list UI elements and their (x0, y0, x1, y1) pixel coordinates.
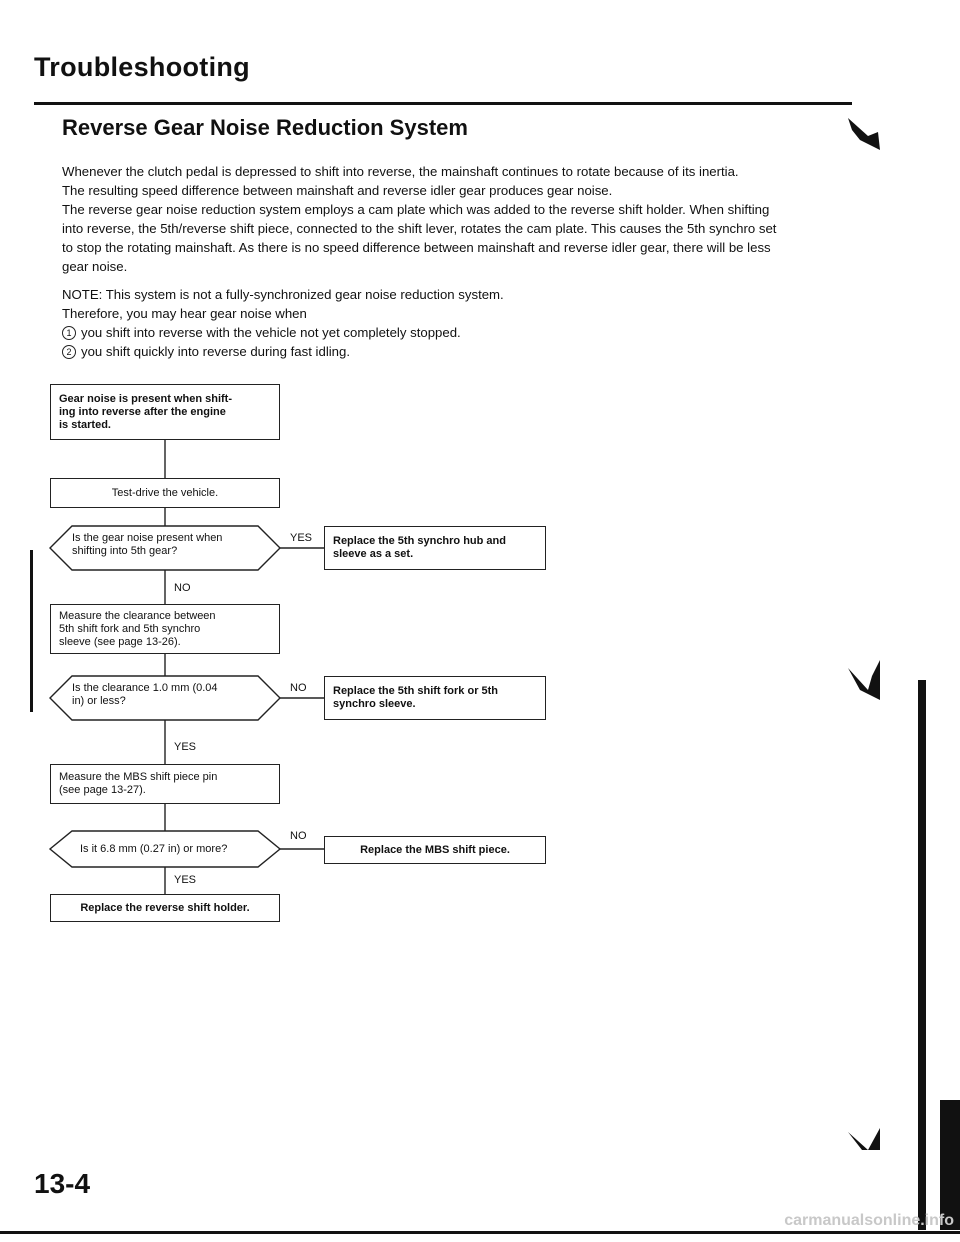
flow-action-replace-mbs-piece (324, 836, 546, 864)
circled-number-2: 2 (62, 345, 76, 359)
margin-mark (848, 660, 880, 700)
box-line: synchro sleeve. (333, 698, 416, 710)
intro-line: gear noise. (62, 259, 128, 274)
box-line: Replace the 5th shift fork or 5th (333, 685, 499, 697)
box-line: 5th shift fork and 5th synchro (59, 622, 201, 635)
box-line: in) or less? (72, 695, 126, 707)
margin-bar (30, 550, 33, 712)
box-line: sleeve as a set. (333, 548, 414, 560)
no-label: NO (290, 830, 307, 842)
margin-mark (848, 1128, 880, 1150)
flow-step-measure-clearance (50, 604, 280, 654)
flow-end-replace-shift-holder (50, 894, 280, 922)
intro-line: into reverse, the 5th/reverse shift piece, connected to the shift lever, rotates the cam plate. This causes the 5th synchro set (62, 221, 777, 236)
flow-question-clearance (72, 682, 262, 708)
margin-bar (940, 1100, 960, 1230)
yes-label: YES (174, 874, 197, 886)
watermark: carmanualsonline.info (784, 1212, 954, 1229)
box-line: Is the clearance 1.0 mm (0.04 (72, 682, 218, 694)
intro-line: The reverse gear noise reduction system employs a cam plate which was added to the reverse shift holder. When shifting (62, 202, 770, 217)
yes-label: YES (174, 741, 197, 753)
flow-start-box (50, 384, 280, 440)
circled-number-1: 1 (62, 326, 76, 340)
no-label: NO (174, 582, 191, 594)
box-line: Measure the MBS shift piece pin (59, 771, 218, 783)
box-line: ing into reverse after the engine (59, 405, 226, 418)
flow-step-test-drive (50, 478, 280, 508)
flow-question-5th-gear (72, 532, 262, 558)
intro-line: The resulting speed difference between mainshaft and reverse idler gear produces gear noise. (62, 183, 613, 198)
box-line: Test-drive the vehicle. (111, 486, 219, 499)
margin-bar (918, 680, 926, 1230)
note-item-text: you shift into reverse with the vehicle not yet completely stopped. (81, 325, 461, 340)
flow-step-measure-mbs-pin (50, 764, 280, 804)
intro-line: Whenever the clutch pedal is depressed to shift into reverse, the mainshaft continues to rotate because of its inertia. (62, 164, 739, 179)
box-line: Measure the clearance between (59, 609, 216, 622)
box-line: is started. (59, 418, 111, 431)
box-line: (see page 13-27). (59, 784, 146, 796)
flow-question-mbs-pin (80, 843, 270, 855)
box-line: Replace the MBS shift piece. (360, 843, 510, 856)
box-line: shifting into 5th gear? (72, 545, 178, 557)
note-line: Therefore, you may hear gear noise when (62, 306, 307, 321)
box-line: Is it 6.8 mm (0.27 in) or more? (80, 843, 228, 855)
box-line: Gear noise is present when shift- (59, 392, 232, 405)
section-title: Reverse Gear Noise Reduction System (62, 115, 468, 140)
margin-mark (848, 118, 880, 150)
page-title: Troubleshooting (34, 52, 250, 82)
page-number: 13-4 (34, 1168, 91, 1199)
box-line: Replace the 5th synchro hub and (333, 535, 506, 547)
flow-action-replace-synchro-hub (324, 526, 546, 570)
intro-line: to stop the rotating mainshaft. As there is no speed difference between mainshaft and reverse idler gear, there will be less (62, 240, 771, 255)
bottom-rule (0, 1231, 960, 1234)
flow-action-replace-shift-fork (324, 676, 546, 720)
no-label: NO (290, 682, 307, 694)
yes-label: YES (290, 532, 313, 544)
box-line: sleeve (see page 13-26). (59, 635, 181, 648)
note-item-text: you shift quickly into reverse during fast idling. (81, 344, 351, 359)
note-line: NOTE: This system is not a fully-synchronized gear noise reduction system. (62, 287, 504, 302)
box-line: Replace the reverse shift holder. (80, 901, 250, 914)
box-line: Is the gear noise present when (72, 532, 223, 544)
